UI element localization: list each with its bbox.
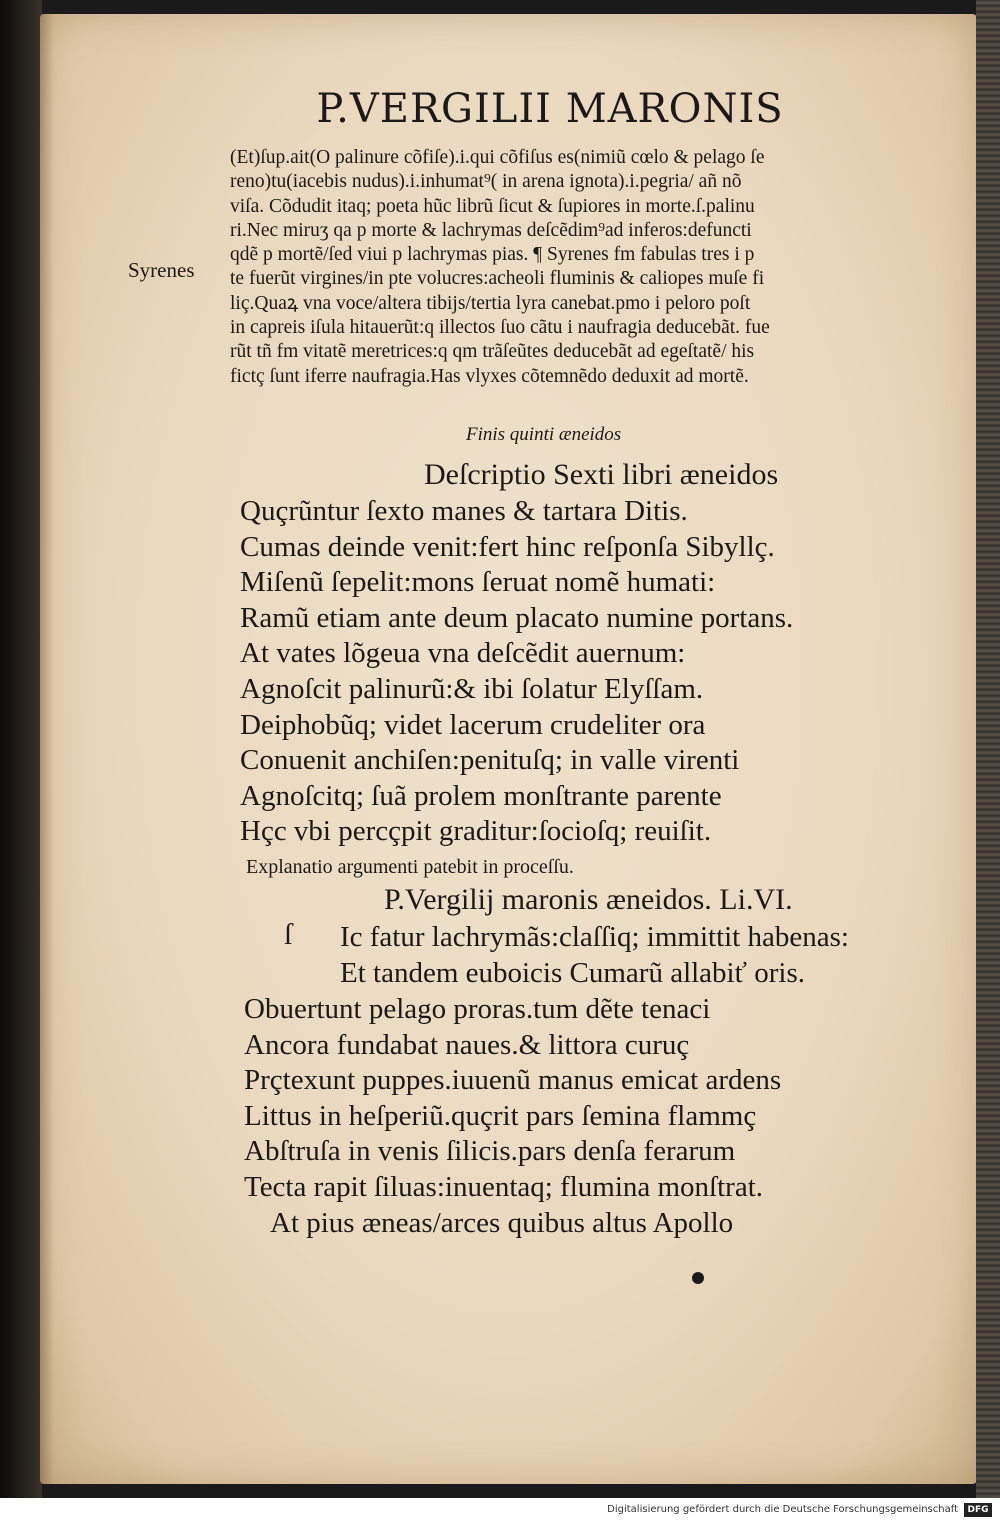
commentary-line: qdẽ p mortẽ/ſed viui p lachrymas pias. ¶ Syrenes fm fabulas tres i p bbox=[230, 244, 755, 266]
page-edges bbox=[976, 0, 1000, 1498]
verse-line: Ancora fundabat naues.& littora curuç bbox=[244, 1028, 690, 1061]
verse-line: Prçtexunt puppes.iuuenũ manus emicat ardens bbox=[244, 1064, 782, 1097]
argument-verses bbox=[240, 494, 793, 850]
verse-line: Abſtruſa in venis ſilicis.pars denſa ferarum bbox=[244, 1135, 736, 1168]
verse-line: Hçc vbi percçpit graditur:ſocioſq; reuiſit. bbox=[240, 815, 712, 848]
verse-line: At pius æneas/arces quibus altus Apollo bbox=[270, 1206, 734, 1239]
poem-verses bbox=[244, 992, 781, 1241]
book-heading: P.Vergilij maronis æneidos. Li.VI. bbox=[384, 883, 793, 916]
commentary-line: rũt tñ fm vitatẽ meretrices:q qm trãſeũtes deducebãt ad egeſtatẽ/ his bbox=[230, 341, 755, 363]
commentary-line: (Et)ſup.ait(O palinure cõfiſe).i.qui cõfiſus es(nimiũ cœlo & pelago ſe bbox=[230, 147, 765, 168]
explanation-line: Explanatio argumenti patebit in proceſſu. bbox=[246, 856, 574, 878]
funding-credit: Digitalisierung gefördert durch die Deutsche Forschungsgemeinschaft bbox=[607, 1504, 958, 1515]
verse-line: Agnoſcit palinurũ:& ibi ſolatur Elyſſam. bbox=[240, 672, 704, 705]
running-header: P.VERGILII MARONIS bbox=[316, 86, 784, 132]
finis-line: Finis quinti æneidos bbox=[466, 424, 622, 445]
verse-line: Conuenit anchiſen:penituſq; in valle virenti bbox=[240, 744, 740, 777]
verse-line: Miſenũ ſepelit:mons ſeruat nomẽ humati: bbox=[240, 566, 716, 599]
verse-line: Ramũ etiam ante deum placato numine portans. bbox=[240, 601, 794, 634]
footer-bar bbox=[0, 1498, 1000, 1524]
verse-line: Quçrũntur ſexto manes & tartara Ditis. bbox=[240, 495, 688, 527]
verse-line: At vates lõgeua vna deſcẽdit auernum: bbox=[240, 637, 686, 670]
argument-title: Deſcriptio Sexti libri æneidos bbox=[424, 458, 779, 491]
dfg-logo: DFG bbox=[964, 1503, 992, 1517]
verse-line: Littus in heſperiũ.quçrit pars ſemina flammç bbox=[244, 1099, 757, 1132]
commentary-line: in capreis iſula hitauerũt:q illectos ſuo cãtu i naufragia deducebãt. fue bbox=[230, 317, 770, 339]
guide-letter: ſ bbox=[284, 918, 293, 951]
verse-line: Obuertunt pelago proras.tum dẽte tenaci bbox=[244, 993, 711, 1025]
commentary-line: fictç ſunt iferre naufragia.Has vlyxes cõtemnẽdo deduxit ad mortẽ. bbox=[230, 365, 749, 387]
verse-line: Cumas deinde venit:fert hinc reſponſa Sibyllç. bbox=[240, 530, 775, 563]
signature-dot bbox=[692, 1272, 704, 1284]
verse-line: Ic fatur lachrymãs:claſſiq; immittit habenas: bbox=[340, 921, 849, 953]
commentary-line: viſa. Cõdudit itaq; poeta hũc librũ ſicut & ſupiores in morte.ſ.palinu bbox=[230, 195, 755, 217]
verse-line: Et tandem euboicis Cumarũ allabiť oris. bbox=[340, 956, 806, 989]
verse-line: Tecta rapit ſiluas:inuentaq; flumina monſtrat. bbox=[244, 1170, 764, 1203]
opening-verses bbox=[340, 920, 849, 991]
verse-line: Deiphobũq; videt lacerum crudeliter ora bbox=[240, 708, 706, 741]
verse-line: Agnoſcitq; ſuã prolem monſtrante parente bbox=[240, 779, 722, 812]
commentary-line: reno)tu(iacebis nudus).i.inhumat⁹( in arena ignota).i.pegria/ añ nõ bbox=[230, 171, 742, 193]
commentary-line: liç.Quaꝝ vna voce/altera tibijs/tertia lyra canebat.pmo i peloro poſt bbox=[230, 292, 751, 314]
commentary-line: ri.Nec miruʒ qa p morte & lachrymas deſcẽdim⁹ad inferos:defuncti bbox=[230, 219, 752, 241]
commentary-block bbox=[230, 146, 770, 389]
commentary-line: te fuerũt virgines/in pte volucres:acheoli fluminis & caliopes muſe fi bbox=[230, 268, 765, 290]
margin-note: Syrenes bbox=[128, 258, 195, 282]
book-binding bbox=[0, 0, 42, 1498]
